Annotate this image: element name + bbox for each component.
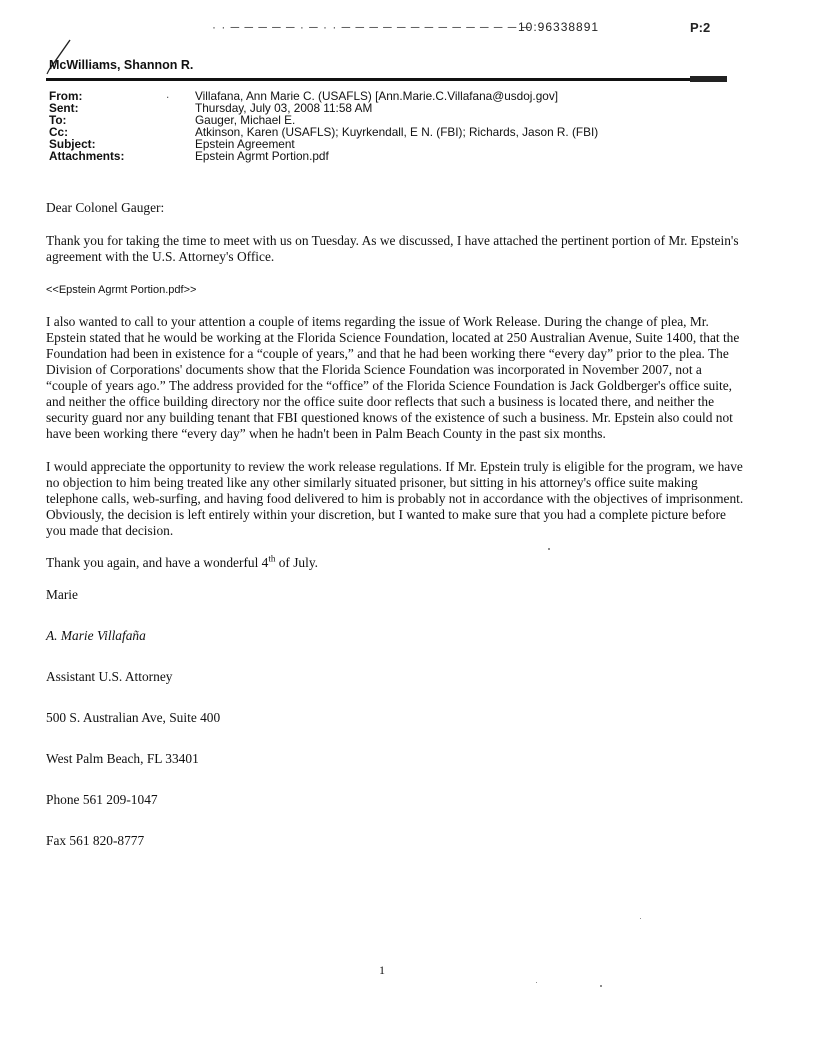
closing-before: Thank you again, and have a wonderful 4 (46, 555, 269, 570)
paragraph-3: I would appreciate the opportunity to review the work release regulations. If Mr. Epstein truly is eligible for the program, we have no objection to him being treated like any other similarly situated prisoner, but sitting in his attorney's office suite making telephone calls, web-surfing, and having food delivered to him is probably not in accordance with the objectives of imprisonment. Obviously, the decision is left entirely within your discretion, but I wanted to make sure that you had a complete picture before you made that decision. (46, 459, 744, 538)
signature-address-line-1: 500 S. Australian Ave, Suite 400 (46, 710, 221, 725)
field-label: Attachments: (49, 149, 125, 163)
stray-dot: . (166, 87, 170, 101)
field-label: From: (49, 89, 83, 103)
greeting: Dear Colonel Gauger: (46, 200, 165, 215)
attachment-reference: <<Epstein Agrmt Portion.pdf>> (46, 284, 197, 296)
signature-styled-name: A. Marie Villafaña (46, 628, 146, 643)
signature-title: Assistant U.S. Attorney (46, 669, 173, 684)
page-number: 1 (379, 963, 385, 977)
closing-line (46, 555, 746, 571)
field-label: Subject: (49, 137, 96, 151)
signature-first-name: Marie (46, 587, 78, 602)
field-value: Atkinson, Karen (USAFLS); Kuyrkendall, E N. (FBI); Richards, Jason R. (FBI) (195, 125, 599, 139)
field-value: Gauger, Michael E. (195, 113, 296, 127)
scan-speck (640, 918, 641, 919)
field-value: Epstein Agrmt Portion.pdf (195, 149, 329, 163)
scan-speck (600, 985, 602, 987)
field-value: Epstein Agreement (195, 137, 295, 151)
paragraph-1: Thank you for taking the time to meet with us on Tuesday. As we discussed, I have attached the pertinent portion of Mr. Epstein's agreement with the U.S. Attorney's Office. (46, 233, 739, 264)
scan-speck (548, 548, 550, 550)
field-value: Villafana, Ann Marie C. (USAFLS) [Ann.Marie.C.Villafana@usdoj.gov] (195, 89, 558, 103)
email-body (46, 200, 746, 874)
field-label: Sent: (49, 101, 79, 115)
header-rule-end (690, 76, 727, 82)
fax-id: 10:96338891 (518, 20, 600, 34)
signature-phone: Phone 561 209-1047 (46, 792, 158, 807)
field-label: Cc: (49, 125, 69, 139)
mailbox-owner: McWilliams, Shannon R. (49, 58, 194, 72)
closing-after: of July. (275, 555, 319, 570)
header-rule (46, 78, 727, 81)
signature-fax: Fax 561 820-8777 (46, 833, 145, 848)
fax-header (0, 18, 816, 38)
scan-speck (536, 982, 537, 983)
field-label: To: (49, 113, 67, 127)
paragraph-2: I also wanted to call to your attention a couple of items regarding the issue of Work Release. During the change of plea, Mr. Epstein stated that he would be working at the Florida Science Foundation, located at 250 Australian Avenue, Suite 1400, that the Foundation had been in existence for a “couple of years,” and that he had been working there “every day” prior to the plea. The Division of Corporations' documents show that the Florida Science Foundation was incorporated in November 2007, not a “couple of years ago.” The address provided for the “office” of the Florida Science Foundation is Jack Goldberger's office suite, and neither the office building directory nor the office suite door reflects that such a business is located there, and neither the security guard nor any building tenant that FBI questioned knows of the existence of such a business. Mr. Epstein also could not have been working there “every day” when he hadn't been in Palm Beach County in the past six months. (46, 314, 740, 441)
fax-header-garbled-line: · · ─ ─ ─ ─ ─ · ─ · · ─ ─ ─ ─ ─ ─ ─ ─ ─ ─ ─ ─ ─ ─ (212, 20, 532, 34)
signature-address-line-2: West Palm Beach, FL 33401 (46, 751, 199, 766)
field-value: Thursday, July 03, 2008 11:58 AM (195, 101, 373, 115)
fax-page-marker: P:2 (690, 20, 711, 35)
closing-superscript: th (268, 553, 276, 564)
